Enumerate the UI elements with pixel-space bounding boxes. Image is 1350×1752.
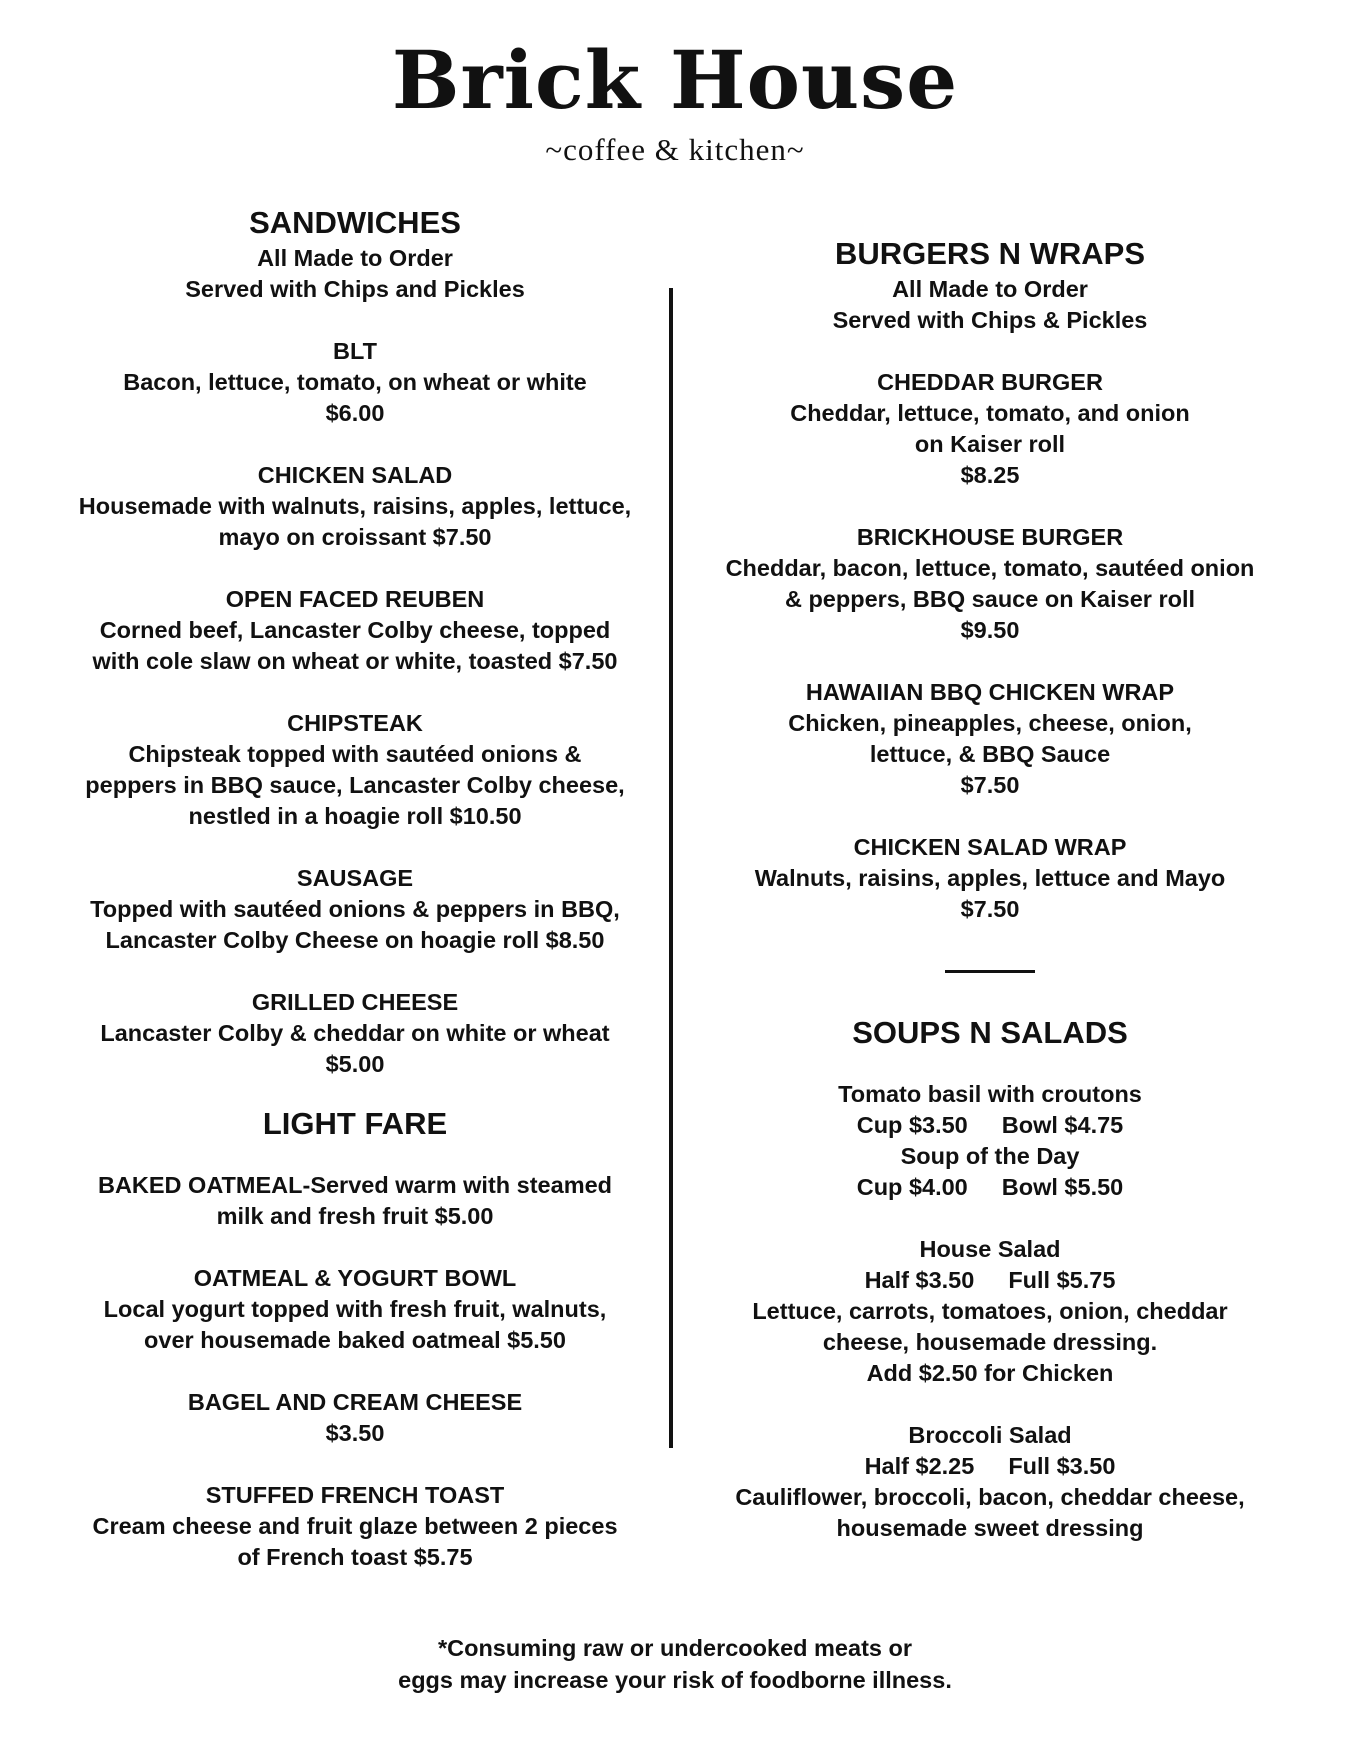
item-desc: lettuce, & BBQ Sauce bbox=[869, 741, 1111, 767]
menu-item bbox=[40, 1480, 670, 1573]
item-name: OATMEAL & YOGURT BOWL bbox=[193, 1265, 517, 1291]
column-divider bbox=[669, 288, 673, 1448]
menu-item bbox=[700, 1420, 1280, 1544]
item-desc: Chicken, pineapples, cheese, onion, bbox=[788, 710, 1192, 736]
menu-item bbox=[40, 987, 670, 1080]
item-name: BAKED OATMEAL-Served warm with steamed bbox=[97, 1172, 613, 1198]
price-half: Half $2.25 bbox=[864, 1453, 975, 1479]
item-price: $5.00 bbox=[325, 1051, 385, 1077]
item-desc: Chipsteak topped with sautéed onions & bbox=[128, 741, 582, 767]
item-desc: nestled in a hoagie roll $10.50 bbox=[188, 803, 522, 829]
price-bowl: Bowl $4.75 bbox=[1001, 1112, 1124, 1138]
price-cup: Cup $3.50 bbox=[856, 1112, 968, 1138]
item-name: SAUSAGE bbox=[296, 865, 414, 891]
item-name: GRILLED CHEESE bbox=[251, 989, 459, 1015]
section-divider bbox=[945, 970, 1035, 973]
item-desc: with cole slaw on wheat or white, toasted $7.50 bbox=[92, 648, 618, 674]
item-desc: Lancaster Colby Cheese on hoagie roll $8.50 bbox=[105, 927, 605, 953]
section-title-burgers: BURGERS N WRAPS bbox=[834, 236, 1145, 271]
price-cup: Cup $4.00 bbox=[856, 1174, 968, 1200]
section-title-soups: SOUPS N SALADS bbox=[852, 1015, 1128, 1050]
section-title-light-fare: LIGHT FARE bbox=[262, 1106, 448, 1141]
item-desc: Bacon, lettuce, tomato, on wheat or white bbox=[123, 369, 587, 395]
menu-item bbox=[700, 677, 1280, 801]
menu-item bbox=[700, 832, 1280, 925]
item-name: HAWAIIAN BBQ CHICKEN WRAP bbox=[805, 679, 1175, 705]
menu-item bbox=[40, 708, 670, 832]
item-price: $9.50 bbox=[960, 617, 1020, 643]
item-desc: Local yogurt topped with fresh fruit, walnuts, bbox=[103, 1296, 607, 1322]
item-desc: & peppers, BBQ sauce on Kaiser roll bbox=[784, 586, 1196, 612]
item-name: STUFFED FRENCH TOAST bbox=[205, 1482, 505, 1508]
menu-item bbox=[700, 367, 1280, 491]
price-full: Full $3.50 bbox=[1008, 1453, 1116, 1479]
item-desc: peppers in BBQ sauce, Lancaster Colby cheese, bbox=[85, 772, 625, 798]
item-desc: Lettuce, carrots, tomatoes, onion, cheddar bbox=[752, 1298, 1228, 1324]
price-full: Full $5.75 bbox=[1008, 1267, 1116, 1293]
item-desc: Corned beef, Lancaster Colby cheese, topped bbox=[99, 617, 611, 643]
item-price: $6.00 bbox=[325, 400, 385, 426]
item-desc: of French toast $5.75 bbox=[237, 1544, 473, 1570]
item-price: $7.50 bbox=[960, 772, 1020, 798]
section-subtitle: Served with Chips and Pickles bbox=[185, 276, 525, 302]
item-name: Tomato basil with croutons bbox=[838, 1081, 1142, 1107]
section-title-sandwiches: SANDWICHES bbox=[249, 205, 461, 240]
disclaimer-line: eggs may increase your risk of foodborne illness. bbox=[398, 1667, 952, 1693]
item-name: CHEDDAR BURGER bbox=[877, 369, 1103, 395]
disclaimer-line: *Consuming raw or undercooked meats or bbox=[437, 1635, 912, 1661]
menu-item bbox=[40, 584, 670, 677]
menu-item bbox=[40, 1170, 670, 1232]
right-column bbox=[700, 234, 1280, 1544]
item-desc: on Kaiser roll bbox=[914, 431, 1066, 457]
price-half: Half $3.50 bbox=[864, 1267, 975, 1293]
price-row bbox=[700, 1110, 1280, 1141]
item-desc: Housemade with walnuts, raisins, apples, lettuce, bbox=[78, 493, 632, 519]
item-name: CHICKEN SALAD bbox=[257, 462, 453, 488]
tagline: ~coffee & kitchen~ bbox=[545, 132, 805, 167]
price-row bbox=[700, 1265, 1280, 1296]
item-name: House Salad bbox=[919, 1236, 1061, 1262]
item-price: $3.50 bbox=[325, 1420, 385, 1446]
item-desc: Lancaster Colby & cheddar on white or wheat bbox=[100, 1020, 610, 1046]
item-name: CHIPSTEAK bbox=[287, 710, 423, 736]
price-row bbox=[700, 1451, 1280, 1482]
item-name: CHICKEN SALAD WRAP bbox=[853, 834, 1127, 860]
item-desc: Topped with sautéed onions & peppers in BBQ, bbox=[90, 896, 620, 922]
allergy-disclaimer bbox=[0, 1632, 1350, 1696]
left-column bbox=[40, 203, 670, 1573]
item-name: BLT bbox=[333, 338, 377, 364]
price-bowl: Bowl $5.50 bbox=[1001, 1174, 1124, 1200]
menu-item bbox=[700, 1234, 1280, 1389]
item-desc: cheese, housemade dressing. bbox=[822, 1329, 1158, 1355]
item-desc: Add $2.50 for Chicken bbox=[866, 1360, 1114, 1386]
section-subtitle: Served with Chips & Pickles bbox=[832, 307, 1148, 333]
menu-item bbox=[40, 863, 670, 956]
menu-item bbox=[700, 522, 1280, 646]
item-price: $7.50 bbox=[960, 896, 1020, 922]
item-desc: Walnuts, raisins, apples, lettuce and Mayo bbox=[754, 865, 1226, 891]
item-name: Soup of the Day bbox=[900, 1143, 1080, 1169]
brand-title: Brick House bbox=[391, 33, 959, 127]
item-desc: Cheddar, bacon, lettuce, tomato, sautéed onion bbox=[725, 555, 1255, 581]
item-desc: milk and fresh fruit $5.00 bbox=[216, 1203, 494, 1229]
item-desc: Cheddar, lettuce, tomato, and onion bbox=[790, 400, 1190, 426]
menu-item bbox=[40, 460, 670, 553]
menu-item bbox=[40, 1387, 670, 1449]
item-name: OPEN FACED REUBEN bbox=[225, 586, 485, 612]
menu-item bbox=[40, 1263, 670, 1356]
menu-item bbox=[700, 1079, 1280, 1203]
item-desc: mayo on croissant $7.50 bbox=[218, 524, 492, 550]
item-name: BRICKHOUSE BURGER bbox=[856, 524, 1124, 550]
section-subtitle: All Made to Order bbox=[892, 276, 1088, 302]
menu-item bbox=[40, 336, 670, 429]
item-name: BAGEL AND CREAM CHEESE bbox=[187, 1389, 523, 1415]
item-desc: Cauliflower, broccoli, bacon, cheddar cheese, bbox=[735, 1484, 1245, 1510]
item-desc: over housemade baked oatmeal $5.50 bbox=[144, 1327, 566, 1353]
item-desc: Cream cheese and fruit glaze between 2 pieces bbox=[92, 1513, 618, 1539]
section-subtitle: All Made to Order bbox=[257, 245, 453, 271]
price-row bbox=[700, 1172, 1280, 1203]
item-name: Broccoli Salad bbox=[908, 1422, 1072, 1448]
item-desc: housemade sweet dressing bbox=[836, 1515, 1144, 1541]
item-price: $8.25 bbox=[960, 462, 1020, 488]
